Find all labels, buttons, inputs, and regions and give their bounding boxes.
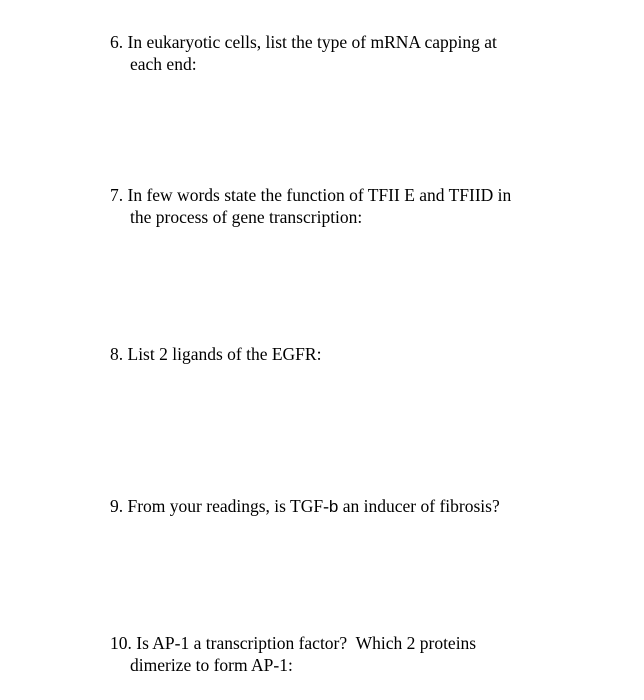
question-7-line-2: the process of gene transcription: bbox=[130, 207, 363, 227]
question-9-beta-symbol: b bbox=[328, 497, 339, 516]
question-6 bbox=[110, 31, 570, 75]
question-9-text-before: 9. From your readings, is TGF- bbox=[110, 496, 329, 516]
question-7-line-1: 7. In few words state the function of TFII E and TFIID in bbox=[110, 185, 512, 205]
question-8-line-1: 8. List 2 ligands of the EGFR: bbox=[110, 344, 322, 364]
question-10-line-2: dimerize to form AP-1: bbox=[130, 655, 293, 675]
question-6-line-2: each end: bbox=[130, 54, 197, 74]
question-10-line-1: 10. Is AP-1 a transcription factor? Which 2 proteins bbox=[110, 633, 477, 653]
question-7 bbox=[110, 184, 570, 228]
question-10 bbox=[110, 632, 570, 676]
question-9-line-1 bbox=[110, 495, 570, 518]
question-8 bbox=[110, 343, 570, 365]
question-9-text-after: an inducer of fibrosis? bbox=[338, 496, 500, 516]
question-9 bbox=[110, 495, 570, 518]
question-6-line-1: 6. In eukaryotic cells, list the type of mRNA capping at bbox=[110, 32, 497, 52]
